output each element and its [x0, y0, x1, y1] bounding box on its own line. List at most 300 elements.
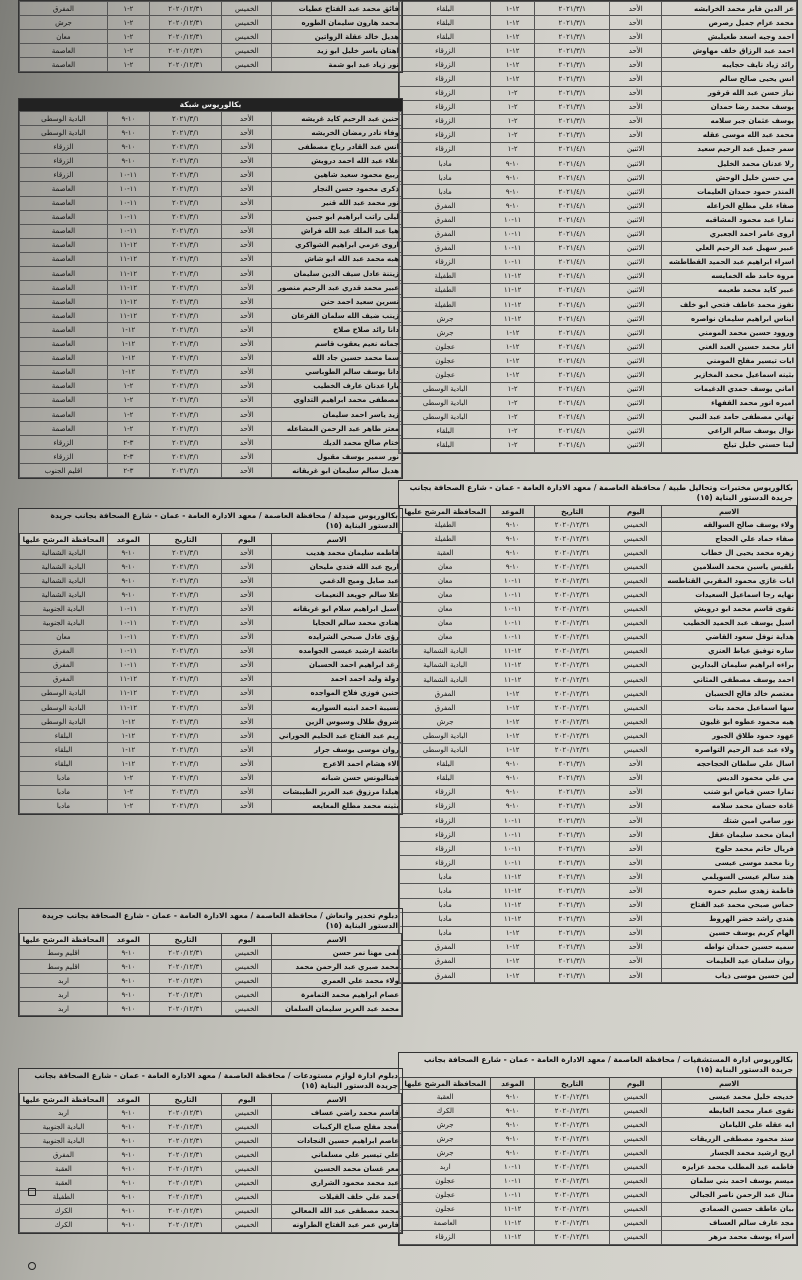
cell-day: الخميس: [222, 44, 272, 58]
cell-governorate: الزرقاء: [400, 128, 491, 142]
table-row: [400, 241, 797, 255]
cell-day: الخميس: [610, 588, 662, 602]
cell-governorate: العاصمة: [20, 393, 108, 407]
cell-day: الأحد: [222, 112, 272, 126]
cell-governorate: مادبا: [400, 870, 491, 884]
cell-date: ٢٠٢١/٣/١: [534, 2, 609, 16]
cell-day: الخميس: [610, 687, 662, 701]
cell-governorate: البلقاء: [400, 2, 491, 16]
cell-governorate: جرش: [400, 1118, 491, 1132]
cell-governorate: البادية الشمالية: [400, 673, 491, 687]
cell-time: ١١-١٠: [491, 213, 535, 227]
cell-name: ولاء محمد علي العمري: [272, 974, 402, 988]
cell-governorate: الزرقاء: [400, 72, 491, 86]
cell-governorate: المفرق: [20, 672, 108, 686]
table-row: [20, 771, 402, 785]
cell-governorate: الزرقاء: [400, 799, 491, 813]
cell-name: ساره توفيق عياط العنزي: [662, 644, 797, 658]
table-row: [400, 1174, 797, 1188]
cell-governorate: جرش: [400, 1146, 491, 1160]
column-header-gov: المحافظة المرشح عليها: [20, 534, 108, 546]
cell-date: ٢٠٢٠/١٢/٣١: [149, 1218, 222, 1232]
cell-date: ٢٠٢١/٣/١: [149, 407, 222, 421]
cell-time: ٢-١: [107, 44, 149, 58]
cell-date: ٢٠٢١/٤/١: [534, 396, 609, 410]
cell-date: ٢٠٢١/٣/١: [534, 785, 609, 799]
cell-day: الخميس: [610, 1174, 662, 1188]
table-row: [400, 30, 797, 44]
column-header-day: اليوم: [222, 1094, 272, 1106]
cell-governorate: اقليم الجنوب: [20, 464, 108, 478]
cell-day: الأحد: [610, 44, 662, 58]
cell-day: الاثنين: [610, 312, 662, 326]
table-row: [400, 658, 797, 672]
cell-day: الأحد: [222, 799, 272, 813]
cell-day: الأحد: [222, 672, 272, 686]
cell-time: ١٠-٩: [107, 1162, 149, 1176]
cell-name: ميسم يوسف احمد بني سلمان: [662, 1174, 797, 1188]
cell-day: الخميس: [222, 1218, 272, 1232]
cell-time: ١١-١٠: [107, 602, 149, 616]
cell-governorate: الزرقاء: [400, 785, 491, 799]
cell-governorate: البادية الوسطى: [400, 410, 491, 424]
cell-governorate: الزرقاء: [20, 168, 108, 182]
cell-name: رنا محمد موسى عيسى: [662, 856, 797, 870]
cell-name: محمد عزام جميل رصرص: [662, 16, 797, 30]
cell-day: الاثنين: [610, 283, 662, 297]
cell-time: ١٢-١١: [491, 870, 535, 884]
cell-governorate: البادية الوسطى: [400, 396, 491, 410]
schedule-table: [399, 1, 797, 453]
cell-time: ١٢-١: [491, 30, 535, 44]
cell-time: ١١-١٠: [491, 588, 535, 602]
cell-time: ١٢-١: [491, 743, 535, 757]
cell-name: رلا عدنان محمد الخليل: [662, 157, 797, 171]
cell-date: ٢٠٢٠/١٢/٣١: [149, 16, 222, 30]
table-row: [20, 1002, 402, 1016]
table-row: [400, 1216, 797, 1230]
table-row: [400, 546, 797, 560]
cell-day: الأحد: [610, 954, 662, 968]
cell-name: هديل خالد عقلة الزواتين: [272, 30, 402, 44]
cell-name: هنادي محمد سالم الحجايا: [272, 616, 402, 630]
cell-date: ٢٠٢١/٣/١: [149, 379, 222, 393]
cell-time: ١٠-٩: [491, 1090, 535, 1104]
cell-governorate: مادبا: [400, 884, 491, 898]
table-row: [400, 128, 797, 142]
cell-name: علا سالم جويعد النعيمات: [272, 588, 402, 602]
cell-day: الأحد: [610, 72, 662, 86]
cell-time: ١٢-١١: [491, 1216, 535, 1230]
cell-governorate: العاصمة: [20, 44, 108, 58]
table-row: [400, 1090, 797, 1104]
cell-day: الأحد: [222, 574, 272, 588]
cell-time: ١١-١٠: [491, 813, 535, 827]
cell-date: ٢٠٢١/٣/١: [149, 238, 222, 252]
cell-time: ١٢-١١: [107, 267, 149, 281]
cell-name: عبد صايل وميج الدغمي: [272, 574, 402, 588]
cell-day: الخميس: [610, 644, 662, 658]
cell-date: ٢٠٢١/٣/١: [534, 828, 609, 842]
cell-time: ١٠-٩: [107, 974, 149, 988]
cell-name: خديجه خليل محمد عيسى: [662, 1090, 797, 1104]
cell-governorate: مادبا: [400, 185, 491, 199]
cell-name: فيناليونس حسن شبانه: [272, 771, 402, 785]
cell-time: ١٢-١: [491, 729, 535, 743]
cell-time: ١٢-١: [491, 72, 535, 86]
cell-name: نسيبة احمد ابنيه السواريه: [272, 701, 402, 715]
cell-governorate: جرش: [400, 1132, 491, 1146]
schedule-table: [19, 533, 402, 814]
cell-name: بثينه محمد مطلع المعايعه: [272, 799, 402, 813]
cell-date: ٢٠٢١/٣/١: [149, 799, 222, 813]
cell-day: الأحد: [222, 210, 272, 224]
column-header-time: الموعد: [107, 934, 149, 946]
cell-day: الخميس: [610, 546, 662, 560]
cell-governorate: البادية الجنوبية: [20, 616, 108, 630]
table-row: [20, 729, 402, 743]
cell-name: دانا رائد صلاح صلاح: [272, 323, 402, 337]
cell-time: ٢-١: [107, 30, 149, 44]
cell-time: ١٠-٩: [491, 771, 535, 785]
cell-date: ٢٠٢٠/١٢/٣١: [149, 988, 222, 1002]
cell-time: ١١-١٠: [107, 182, 149, 196]
column-header-time: الموعد: [491, 506, 535, 518]
cell-date: ٢٠٢١/٣/١: [149, 393, 222, 407]
cell-date: ٢٠٢٠/١٢/٣١: [534, 602, 609, 616]
cell-time: ١٢-١: [107, 337, 149, 351]
table-row: [20, 30, 402, 44]
cell-governorate: معان: [400, 588, 491, 602]
cell-day: الأحد: [610, 969, 662, 983]
cell-name: تقوى عمار محمد العايطه: [662, 1104, 797, 1118]
cell-governorate: المفرق: [400, 687, 491, 701]
cell-time: ١٠-٩: [107, 1134, 149, 1148]
cell-day: الأحد: [222, 602, 272, 616]
cell-day: الخميس: [222, 2, 272, 16]
cell-day: الخميس: [610, 1188, 662, 1202]
cell-date: ٢٠٢٠/١٢/٣١: [534, 1160, 609, 1174]
cell-time: ١٠-٩: [491, 171, 535, 185]
cell-governorate: المفرق: [400, 241, 491, 255]
cell-governorate: الكرك: [20, 1204, 108, 1218]
cell-governorate: مادبا: [400, 171, 491, 185]
cell-name: عاصم ابراهيم حسين النجادات: [272, 1134, 402, 1148]
cell-name: زهره محمد يحيى ال خطاب: [662, 546, 797, 560]
cell-date: ٢٠٢١/٣/١: [534, 72, 609, 86]
cell-day: الخميس: [222, 960, 272, 974]
cell-time: ١٠-٩: [107, 588, 149, 602]
cell-date: ٢٠٢١/٣/١: [534, 100, 609, 114]
cell-date: ٢٠٢١/٣/١: [534, 870, 609, 884]
cell-time: ١٠-٩: [107, 988, 149, 1002]
cell-day: الاثنين: [610, 213, 662, 227]
cell-date: ٢٠٢٠/١٢/٣١: [149, 58, 222, 72]
cell-date: ٢٠٢١/٤/١: [534, 283, 609, 297]
table-row: [400, 729, 797, 743]
cell-date: ٢٠٢١/٣/١: [149, 182, 222, 196]
table-row: [20, 210, 402, 224]
table-row: [400, 673, 797, 687]
table-row: [20, 351, 402, 365]
cell-name: سند محمود مصطفى الزريقات: [662, 1132, 797, 1146]
cell-governorate: مادبا: [400, 157, 491, 171]
table-row: [20, 44, 402, 58]
table-row: [20, 1218, 402, 1232]
cell-day: الأحد: [222, 588, 272, 602]
cell-governorate: عجلون: [400, 354, 491, 368]
cell-governorate: العاصمة: [20, 238, 108, 252]
cell-date: ٢٠٢٠/١٢/٣١: [149, 960, 222, 974]
cell-governorate: المفرق: [20, 658, 108, 672]
cell-date: ٢٠٢١/٣/١: [149, 785, 222, 799]
cell-day: الأحد: [610, 2, 662, 16]
cell-day: الاثنين: [610, 438, 662, 452]
cell-date: ٢٠٢١/٣/١: [149, 365, 222, 379]
cell-name: مي حسن خليل الوحش: [662, 171, 797, 185]
table-row: [20, 224, 402, 238]
cell-date: ٢٠٢٠/١٢/٣١: [534, 1090, 609, 1104]
cell-day: الأحد: [222, 267, 272, 281]
cell-day: الأحد: [610, 16, 662, 30]
cell-day: الخميس: [222, 946, 272, 960]
table-row: [400, 255, 797, 269]
table-row: [20, 672, 402, 686]
cell-time: ٢-١: [107, 422, 149, 436]
cell-time: ١٢-١: [491, 954, 535, 968]
cell-name: زيد ياسر احمد سليمان: [272, 407, 402, 421]
cell-time: ٣-٢: [107, 436, 149, 450]
table-row: [400, 283, 797, 297]
cell-date: ٢٠٢٠/١٢/٣١: [149, 44, 222, 58]
cell-time: ٢-١: [491, 396, 535, 410]
cell-time: ١٢-١: [491, 326, 535, 340]
cell-day: الأحد: [222, 393, 272, 407]
cell-day: الأحد: [222, 295, 272, 309]
table-header-row: [20, 534, 402, 546]
cell-name: مي علي محمود الدبس: [662, 771, 797, 785]
cell-name: لين حسين موسى ذياب: [662, 969, 797, 983]
table-row: [400, 396, 797, 410]
cell-name: يوسف عثمان جبر سلامه: [662, 114, 797, 128]
cell-date: ٢٠٢١/٤/١: [534, 241, 609, 255]
cell-name: اهتان ياسر خليل ابو زيد: [272, 44, 402, 58]
table-row: [400, 297, 797, 311]
cell-day: الأحد: [222, 701, 272, 715]
table-row: [400, 616, 797, 630]
table-row: [400, 2, 797, 16]
cell-date: ٢٠٢٠/١٢/٣١: [149, 1148, 222, 1162]
cell-time: ١٢-١١: [491, 884, 535, 898]
cell-name: مصطفى محمد ابراهيم التداوي: [272, 393, 402, 407]
table-row: [20, 574, 402, 588]
cell-governorate: المفرق: [400, 701, 491, 715]
table-row: [400, 898, 797, 912]
column-header-name: الاسم: [272, 934, 402, 946]
cell-date: ٢٠٢٠/١٢/٣١: [149, 1176, 222, 1190]
cell-date: ٢٠٢١/٣/١: [534, 856, 609, 870]
cell-date: ٢٠٢١/٣/١: [149, 602, 222, 616]
cell-date: ٢٠٢٠/١٢/٣١: [534, 1230, 609, 1244]
cell-name: تمارا عبد محمود المشاقبه: [662, 213, 797, 227]
cell-governorate: العاصمة: [20, 252, 108, 266]
cell-name: انس يحيى صالح سالم: [662, 72, 797, 86]
table-row: [400, 86, 797, 100]
cell-time: ١٠-٩: [491, 799, 535, 813]
cell-date: ٢٠٢٠/١٢/٣١: [534, 673, 609, 687]
cell-governorate: الزرقاء: [400, 856, 491, 870]
cell-day: الخميس: [610, 1160, 662, 1174]
cell-name: نهايه رجا اسماعيل السعيدات: [662, 588, 797, 602]
cell-date: ٢٠٢١/٣/١: [149, 196, 222, 210]
table-row: [20, 630, 402, 644]
cell-name: معتز طاهر عبد الرحمن المشاعله: [272, 422, 402, 436]
cell-governorate: الزرقاء: [400, 142, 491, 156]
cell-name: عبير كايد محمد طعيمه: [662, 283, 797, 297]
cell-governorate: البلقاء: [400, 424, 491, 438]
column-header-name: الاسم: [272, 534, 402, 546]
cell-governorate: مادبا: [20, 785, 108, 799]
cell-time: ٢-١: [491, 128, 535, 142]
cell-name: ايناس ابراهيم سليمان نواصره: [662, 312, 797, 326]
cell-date: ٢٠٢١/٣/١: [149, 224, 222, 238]
cell-date: ٢٠٢١/٤/١: [534, 199, 609, 213]
cell-date: ٢٠٢١/٤/١: [534, 382, 609, 396]
cell-governorate: مادبا: [20, 799, 108, 813]
cell-date: ٢٠٢٠/١٢/٣١: [149, 1120, 222, 1134]
cell-day: الأحد: [222, 140, 272, 154]
cell-time: ١٢-١١: [107, 238, 149, 252]
cell-date: ٢٠٢١/٤/١: [534, 213, 609, 227]
table-row: [400, 312, 797, 326]
column-header-date: التاريخ: [149, 534, 222, 546]
table-row: [20, 393, 402, 407]
left-column: [18, 0, 403, 1270]
cell-governorate: مادبا: [400, 912, 491, 926]
cell-governorate: المفرق: [400, 227, 491, 241]
cell-date: ٢٠٢٠/١٢/٣١: [149, 1204, 222, 1218]
cell-time: ١٢-١: [491, 969, 535, 983]
cell-governorate: الزرقاء: [400, 842, 491, 856]
cell-date: ٢٠٢١/٤/١: [534, 368, 609, 382]
cell-governorate: المفرق: [400, 954, 491, 968]
cell-day: الخميس: [222, 1106, 272, 1120]
cell-time: ١٢-١: [107, 323, 149, 337]
cell-day: الخميس: [610, 574, 662, 588]
cell-day: الأحد: [610, 128, 662, 142]
cell-name: احمد يوسف مصطفى المثاني: [662, 673, 797, 687]
table-row: [20, 588, 402, 602]
cell-day: الأحد: [610, 785, 662, 799]
cell-day: الخميس: [610, 701, 662, 715]
table-row: [20, 974, 402, 988]
cell-day: الاثنين: [610, 297, 662, 311]
table-row: [20, 1106, 402, 1120]
cell-date: ٢٠٢٠/١٢/٣١: [534, 630, 609, 644]
cell-name: فاطمه سليمان محمد هديب: [272, 546, 402, 560]
cell-governorate: البلقاء: [400, 771, 491, 785]
schedule-table: [19, 1, 402, 72]
registration-mark-icon: [28, 1262, 36, 1270]
table-row: [400, 424, 797, 438]
cell-date: ٢٠٢١/٣/١: [149, 616, 222, 630]
table-row: [20, 436, 402, 450]
cell-name: فريال حاتم محمد حلوح: [662, 842, 797, 856]
cell-governorate: الطفيلة: [400, 297, 491, 311]
cell-name: ريم عبد الفتاح عبد الحليم الحوراني: [272, 729, 402, 743]
cell-date: ٢٠٢٠/١٢/٣١: [534, 616, 609, 630]
cell-time: ١٠-٩: [107, 1120, 149, 1134]
column-header-day: اليوم: [222, 534, 272, 546]
cell-name: امجد مفلح صباح الركيبات: [272, 1120, 402, 1134]
table-row: [20, 2, 402, 16]
cell-governorate: الكرك: [400, 1104, 491, 1118]
cell-day: الأحد: [222, 630, 272, 644]
cell-date: ٢٠٢١/٤/١: [534, 438, 609, 452]
cell-time: ١٢-١١: [491, 644, 535, 658]
cell-name: علي تيسير علي مسلماني: [272, 1148, 402, 1162]
cell-governorate: العقبة: [400, 546, 491, 560]
cell-time: ١٠-٩: [491, 785, 535, 799]
cell-time: ١٢-١: [491, 701, 535, 715]
cell-day: الأحد: [222, 154, 272, 168]
cell-governorate: المفرق: [400, 940, 491, 954]
table-row: [20, 1134, 402, 1148]
cell-date: ٢٠٢١/٣/١: [534, 884, 609, 898]
cell-governorate: معان: [400, 602, 491, 616]
cell-time: ١١-١٠: [107, 616, 149, 630]
cell-governorate: البادية الشمالية: [20, 546, 108, 560]
table-row: [400, 940, 797, 954]
cell-day: الخميس: [610, 743, 662, 757]
cell-date: ٢٠٢١/٣/١: [149, 126, 222, 140]
cell-day: الأحد: [222, 323, 272, 337]
cell-name: أسيل ابراهيم سلام ابو غريقانه: [272, 602, 402, 616]
cell-governorate: البلقاء: [400, 16, 491, 30]
table-row: [20, 238, 402, 252]
cell-governorate: البادية الوسطى: [20, 715, 108, 729]
cell-time: ١١-١٠: [491, 227, 535, 241]
cell-day: الخميس: [222, 1134, 272, 1148]
cell-date: ٢٠٢١/٣/١: [149, 672, 222, 686]
cell-date: ٢٠٢٠/١٢/٣١: [534, 658, 609, 672]
cell-date: ٢٠٢١/٤/١: [534, 354, 609, 368]
cell-governorate: الزرقاء: [20, 154, 108, 168]
cell-day: الأحد: [222, 168, 272, 182]
section-table: [18, 1068, 403, 1234]
table-row: [20, 546, 402, 560]
cell-time: ١٢-١: [107, 715, 149, 729]
column-header-name: الاسم: [662, 506, 797, 518]
cell-time: ٢-١: [491, 424, 535, 438]
table-row: [20, 196, 402, 210]
cell-name: مجد عارف سالم العساف: [662, 1216, 797, 1230]
cell-day: الخميس: [610, 1118, 662, 1132]
cell-name: يوسف محمد رضا حمدان: [662, 100, 797, 114]
cell-governorate: البادية الوسطى: [400, 743, 491, 757]
table-row: [20, 644, 402, 658]
cell-date: ٢٠٢١/٣/١: [149, 112, 222, 126]
cell-date: ٢٠٢٠/١٢/٣١: [534, 1188, 609, 1202]
cell-governorate: جرش: [20, 16, 108, 30]
cell-time: ١٠-٩: [107, 1002, 149, 1016]
cell-name: ربيع محمود سعيد شاهين: [272, 168, 402, 182]
cell-name: هداية نوفل سعود القاضي: [662, 630, 797, 644]
cell-day: الخميس: [610, 1216, 662, 1230]
cell-time: ٢-١: [107, 16, 149, 30]
cell-time: ١١-١٠: [107, 224, 149, 238]
table-row: [20, 1204, 402, 1218]
